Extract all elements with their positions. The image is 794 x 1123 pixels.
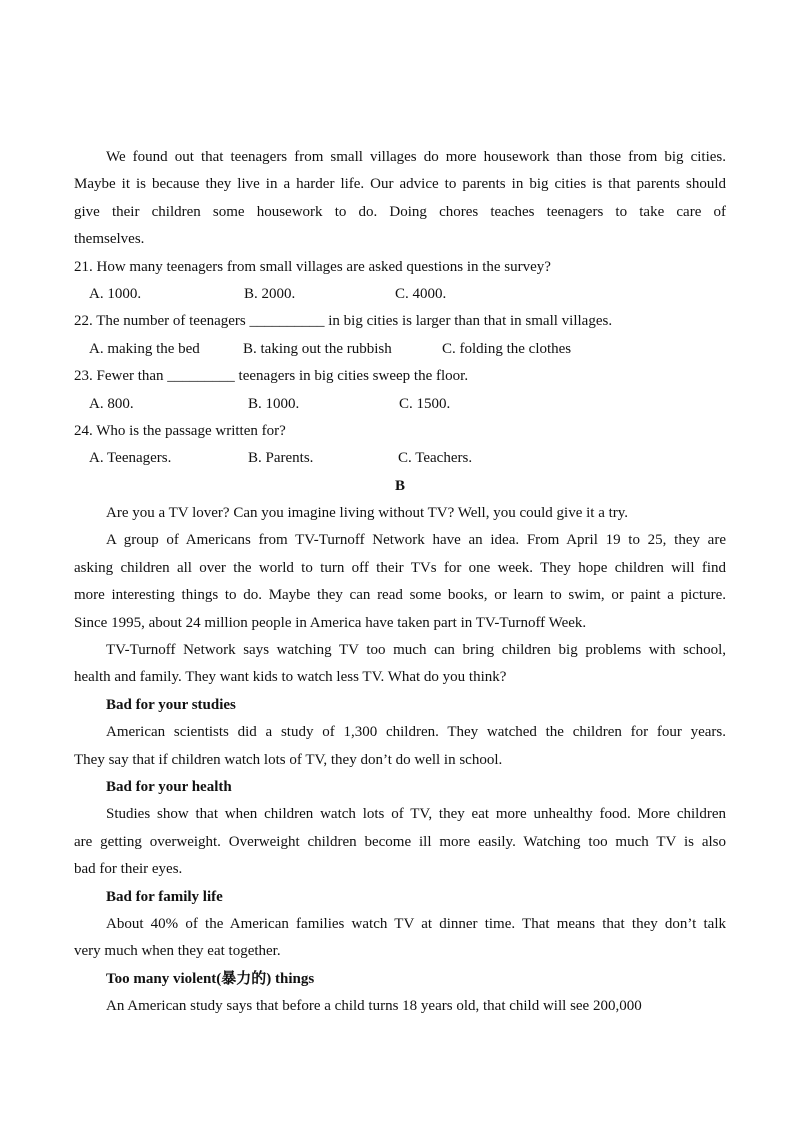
question-stem: 21. How many teenagers from small villages are asked questions in the survey? [74, 258, 551, 275]
passage-line: An American study says that before a child turns 18 years old, that child will see 200,000 [106, 998, 642, 1015]
passage-line: asking children all over the world to turn off their TVs for one week. They hope children will find [74, 559, 726, 576]
passage-line: Studies show that when children watch lots of TV, they eat more unhealthy food. More children [106, 806, 726, 823]
section-heading: B [394, 477, 405, 494]
passage-line: are getting overweight. Overweight children become ill more easily. Watching too much TV is also [74, 833, 726, 850]
passage-line: About 40% of the American families watch TV at dinner time. That means that they don’t talk [106, 915, 726, 932]
passage-line: A group of Americans from TV-Turnoff Network have an idea. From April 19 to 25, they are [106, 532, 726, 549]
passage-line: TV-Turnoff Network says watching TV too much can bring children big problems with school, [106, 642, 726, 659]
question-options [74, 336, 726, 363]
option-c: C. Teachers. [398, 450, 473, 467]
passage-line: more interesting things to do. Maybe they can read some books, or learn to swim, or paint a picture. [74, 587, 726, 604]
question-options [74, 445, 726, 472]
passage-line: very much when they eat together. [74, 943, 281, 960]
subheading: Bad for family life [106, 888, 223, 905]
exam-page [74, 144, 726, 1021]
option-b: B. Parents. [248, 450, 314, 467]
passage-line: themselves. [74, 231, 145, 248]
option-a: A. making the bed [89, 340, 200, 357]
option-b: B. taking out the rubbish [243, 340, 392, 357]
option-a: A. 800. [89, 395, 134, 412]
question-options [74, 281, 726, 308]
passage-line: Since 1995, about 24 million people in America have taken part in TV-Turnoff Week. [74, 614, 587, 631]
option-a: A. Teenagers. [89, 450, 172, 467]
passage-line: give their children some housework to do. Doing chores teaches teenagers to take care of [74, 203, 726, 220]
option-c: C. 1500. [399, 395, 451, 412]
option-c: C. folding the clothes [442, 340, 572, 357]
passage-line: bad for their eyes. [74, 861, 183, 878]
subheading: Too many violent(暴力的) things [106, 970, 315, 987]
passage-line: American scientists did a study of 1,300 children. They watched the children for four years. [106, 724, 726, 741]
question-stem: 22. The number of teenagers __________ in big cities is larger than that in small villages. [74, 313, 613, 330]
option-c: C. 4000. [395, 285, 447, 302]
option-a: A. 1000. [89, 285, 142, 302]
option-b: B. 1000. [248, 395, 300, 412]
subheading: Bad for your health [106, 778, 232, 795]
subheading: Bad for your studies [106, 696, 236, 713]
question-options [74, 391, 726, 418]
question-stem: 23. Fewer than _________ teenagers in big cities sweep the floor. [74, 368, 469, 385]
question-stem: 24. Who is the passage written for? [74, 422, 286, 439]
passage-line: Are you a TV lover? Can you imagine living without TV? Well, you could give it a try. [106, 505, 629, 522]
option-b: B. 2000. [244, 285, 296, 302]
passage-line: Maybe it is because they live in a harder life. Our advice to parents in big cities is that parents should [74, 176, 726, 193]
passage-line: They say that if children watch lots of TV, they don’t do well in school. [74, 751, 503, 768]
passage-line: health and family. They want kids to watch less TV. What do you think? [74, 669, 507, 686]
passage-line: We found out that teenagers from small villages do more housework than those from big cities. [106, 149, 726, 165]
